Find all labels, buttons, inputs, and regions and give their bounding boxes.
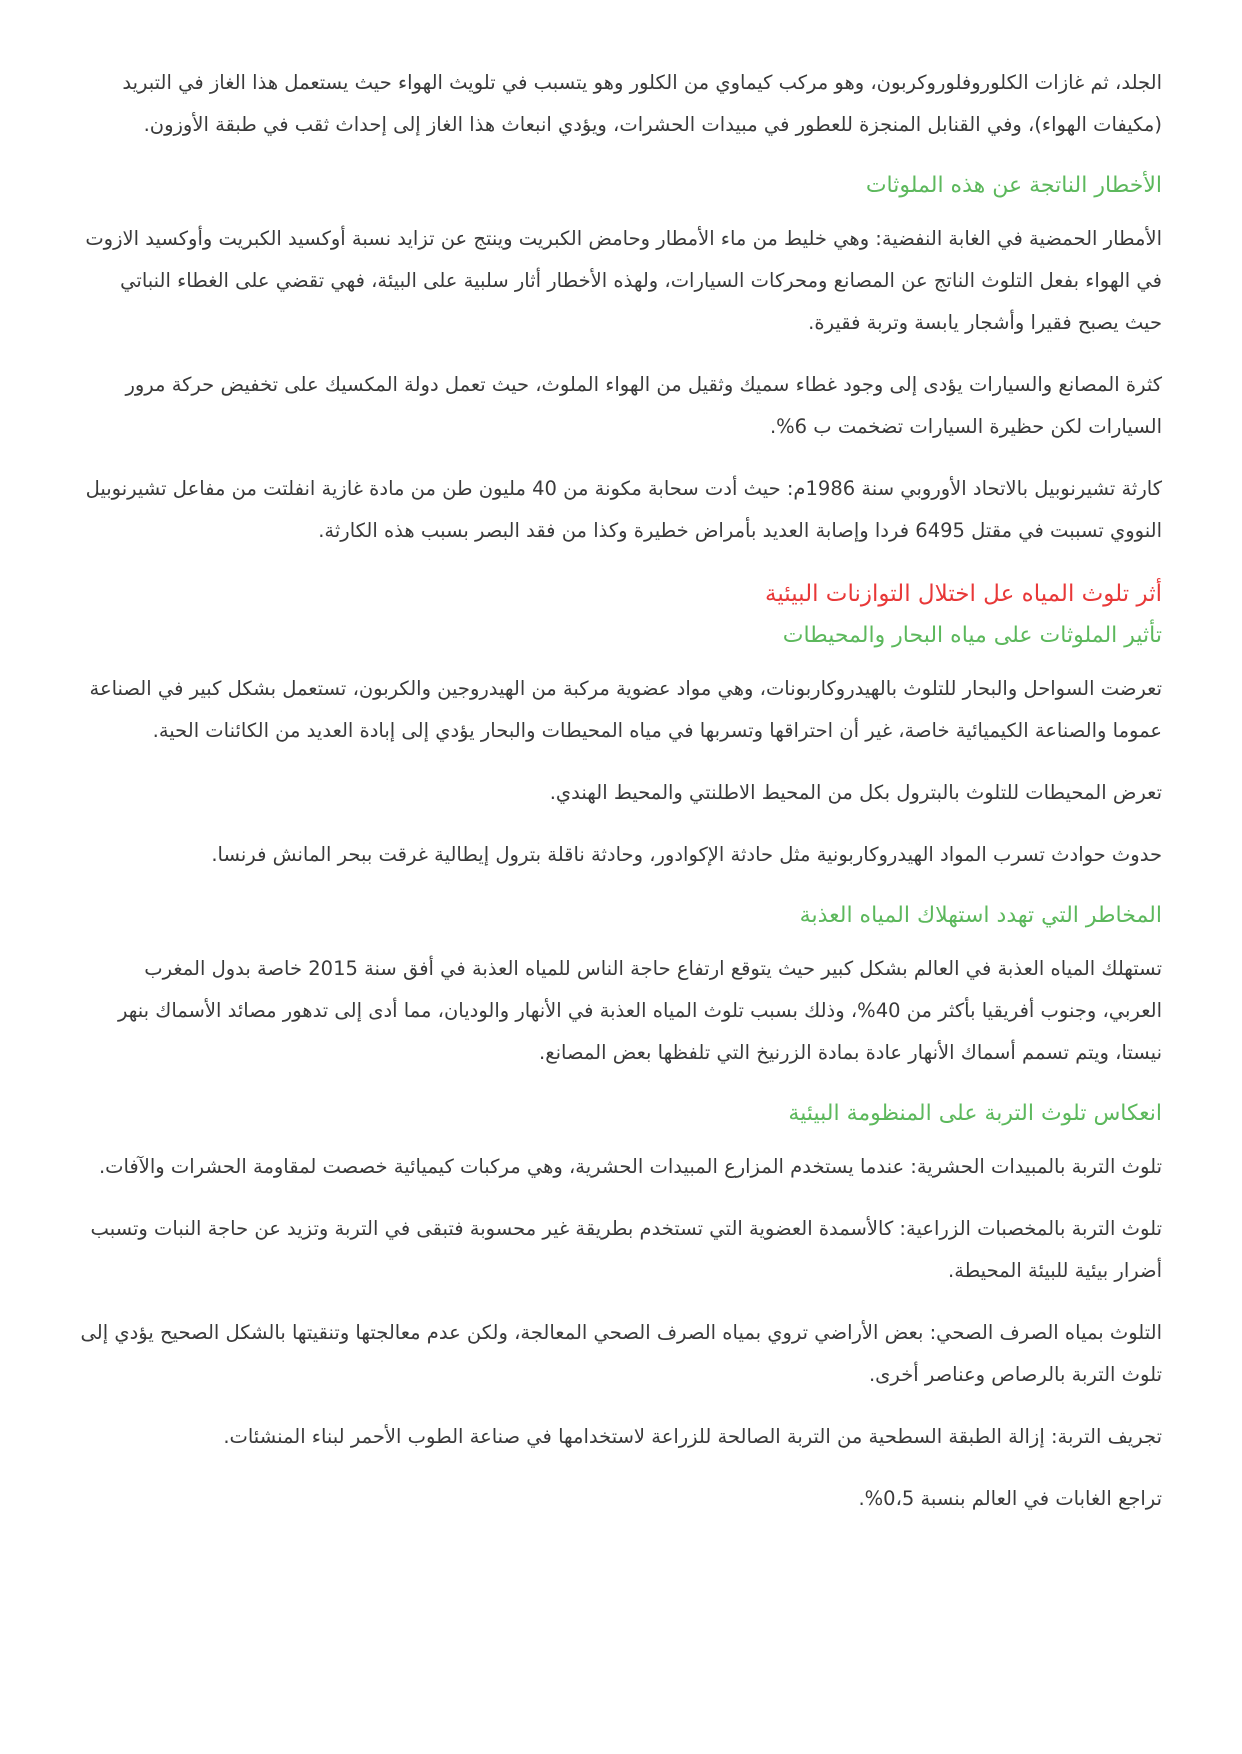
heading-soil-pollution: انعكاس تلوث التربة على المنظومة البيئية (788, 1101, 1162, 1126)
heading-freshwater-threats: المخاطر التي تهدد استهلاك المياه العذبة (799, 903, 1162, 928)
paragraph-acid-rain: الأمطار الحمضية في الغابة النفضية: وهي خليط من ماء الأمطار وحامض الكبريت وينتج عن تزايد نسبة أوكسيد الكبريت وأوكسيد الازوت في الهواء بفعل التلوث الناتج عن المصانع ومحركات السيارات، ولهذه الأخطار أثار سلبية على البيئة، فهي تقضي على الغطاء النباتي حيث يصبح فقيرا وأشجار يابسة وتربة فقيرة. (85, 227, 1162, 334)
paragraph-cfc-gases: الجلد، ثم غازات الكلوروفلوروكربون، وهو مركب كيماوي من الكلور وهو يتسبب في تلويث الهواء حيث يستعمل هذا الغاز في التبريد (مكيفات الهواء)، وفي القنابل المنجزة للعطور في مبيدات الحشرات، ويؤدي انبعاث هذا الغاز إلى إحداث ثقب في طبقة الأوزون. (122, 71, 1162, 136)
paragraph-hydrocarbons: تعرضت السواحل والبحار للتلوث بالهيدروكاربونات، وهي مواد عضوية مركبة من الهيدروجين والكربون، تستعمل بشكل كبير في الصناعة عموما والصناعة الكيميائية خاصة، غير أن احتراقها وتسربها في مياه المحيطات والبحار يؤدي إلى إبادة العديد من الكائنات الحية. (89, 677, 1162, 742)
heading-pollutant-dangers: الأخطار الناتجة عن هذه الملوثات (865, 173, 1162, 198)
paragraph-mexico-traffic: كثرة المصانع والسيارات يؤدى إلى وجود غطاء سميك وثقيل من الهواء الملوث، حيث تعمل دولة المكسيك على تخفيض حركة مرور السيارات لكن حظيرة السيارات تضخمت ب 6%. (125, 373, 1162, 438)
heading-seas-oceans: تأثير الملوثات على مياه البحار والمحيطات (782, 623, 1162, 648)
paragraph-soil-stripping: تجريف التربة: إزالة الطبقة السطحية من التربة الصالحة للزراعة لاستخدامها في صناعة الطوب الأحمر لبناء المنشئات. (223, 1425, 1162, 1448)
paragraph-forest-decline: تراجع الغابات في العالم بنسبة 0،5%. (858, 1487, 1162, 1510)
paragraph-fertilizers: تلوث التربة بالمخصبات الزراعية: كالأسمدة العضوية التي تستخدم بطريقة غير محسوبة فتبقى في التربة وتزيد عن حاجة النبات وتسبب أضرار بيئية للبيئة المحيطة. (90, 1217, 1162, 1282)
paragraph-oceans-petroleum: تعرض المحيطات للتلوث بالبترول بكل من المحيط الاطلنتي والمحيط الهندي. (549, 781, 1162, 804)
heading-water-pollution-impact: أثر تلوث المياه عل اختلال التوازنات البيئية (765, 581, 1162, 607)
document-body (80, 62, 1162, 1520)
paragraph-leak-accidents: حدوث حوادث تسرب المواد الهيدروكاربونية مثل حادثة الإكوادور، وحادثة ناقلة بترول إيطالية غرقت ببحر المانش فرنسا. (211, 843, 1162, 866)
paragraph-freshwater-consumption: تستهلك المياه العذبة في العالم بشكل كبير حيث يتوقع ارتفاع حاجة الناس للمياه العذبة في أفق سنة 2015 خاصة بدول المغرب العربي، وجنوب أفريقيا بأكثر من 40%، وذلك بسبب تلوث المياه العذبة في الأنهار والوديان، مما أدى إلى تدهور مصائد الأسماك بنهر نيستا، ويتم تسمم أسماك الأنهار عادة بمادة الزرنيخ التي تلفظها بعض المصانع. (118, 957, 1162, 1064)
paragraph-pesticides: تلوث التربة بالمبيدات الحشرية: عندما يستخدم المزارع المبيدات الحشرية، وهي مركبات كيميائية خصصت لمقاومة الحشرات والآفات. (98, 1155, 1162, 1178)
paragraph-chernobyl: كارثة تشيرنوبيل بالاتحاد الأوروبي سنة 1986م: حيث أدت سحابة مكونة من 40 مليون طن من مادة غازية انفلتت من مفاعل تشيرنوبيل النووي تسببت في مقتل 6495 فردا وإصابة العديد بأمراض خطيرة وكذا من فقد البصر بسبب هذه الكارثة. (85, 477, 1162, 542)
paragraph-sewage: التلوث بمياه الصرف الصحي: بعض الأراضي تروي بمياه الصرف الصحي المعالجة، ولكن عدم معالجتها وتنقيتها بالشكل الصحيح يؤدي إلى تلوث التربة بالرصاص وعناصر أخرى. (80, 1321, 1162, 1386)
